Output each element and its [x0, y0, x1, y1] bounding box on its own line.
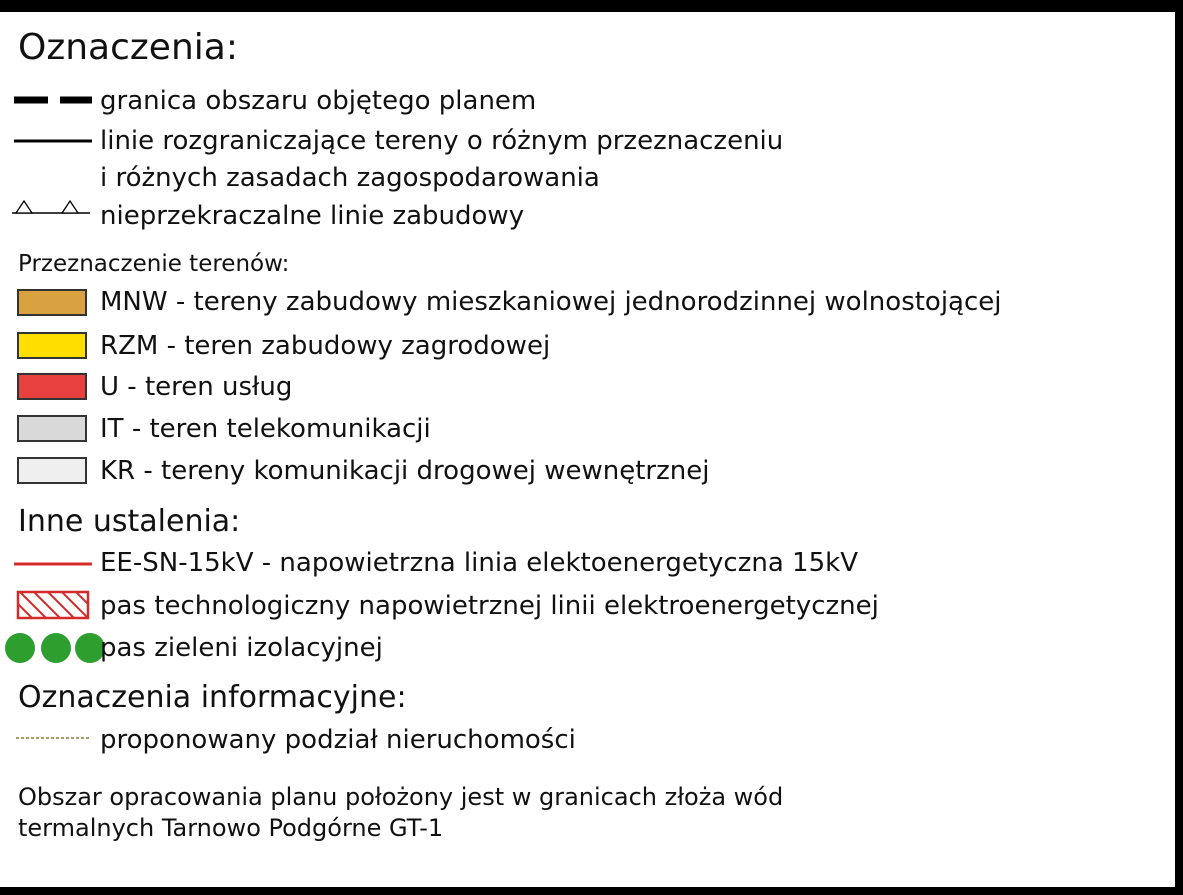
heading-informacyjne: Oznaczenia informacyjne: [18, 680, 407, 715]
dotted-division-icon [16, 734, 92, 742]
legend-pas-technologiczny: pas technologiczny napowietrznej linii elektroenergetycznej [100, 591, 879, 621]
footnote-line-1: Obszar opracowania planu położony jest w granicach złoża wód [18, 783, 784, 811]
swatch-it [17, 415, 87, 442]
solid-line-icon [12, 136, 92, 146]
swatch-rzm [17, 332, 87, 359]
legend-linie-rozgraniczajace: linie rozgraniczające tereny o różnym przeznaczeniu [100, 126, 784, 156]
legend-linie-rozgraniczajace-cont: i różnych zasadach zagospodarowania [100, 163, 600, 193]
legend-it: IT - teren telekomunikacji [100, 414, 431, 444]
footnote-line-2: termalnych Tarnowo Podgórne GT-1 [18, 814, 444, 842]
swatch-u [17, 373, 87, 400]
heading-przeznaczenie: Przeznaczenie terenów: [18, 251, 290, 277]
legend-linie-zabudowy: nieprzekraczalne linie zabudowy [100, 201, 525, 231]
power-line-icon [12, 559, 92, 569]
green-belt-icon [4, 632, 104, 664]
building-line-icon [10, 198, 92, 218]
swatch-mnw [17, 289, 87, 316]
legend-u: U - teren usług [100, 372, 293, 402]
legend-pas-zieleni: pas zieleni izolacyjnej [100, 633, 383, 663]
heading-inne: Inne ustalenia: [18, 504, 241, 539]
dashed-boundary-icon [12, 92, 92, 108]
hatched-strip-icon [16, 590, 90, 620]
legend-granica: granica obszaru objętego planem [100, 86, 537, 116]
legend-ee-line: EE-SN-15kV - napowietrzna linia elektoenergetyczna 15kV [100, 548, 858, 578]
legend-rzm: RZM - teren zabudowy zagrodowej [100, 331, 551, 361]
legend-mnw: MNW - tereny zabudowy mieszkaniowej jednorodzinnej wolnostojącej [100, 287, 1002, 317]
swatch-kr [17, 457, 87, 484]
heading-oznaczenia: Oznaczenia: [18, 27, 238, 68]
legend-podzial: proponowany podział nieruchomości [100, 725, 576, 755]
legend-kr: KR - tereny komunikacji drogowej wewnętrznej [100, 456, 710, 486]
